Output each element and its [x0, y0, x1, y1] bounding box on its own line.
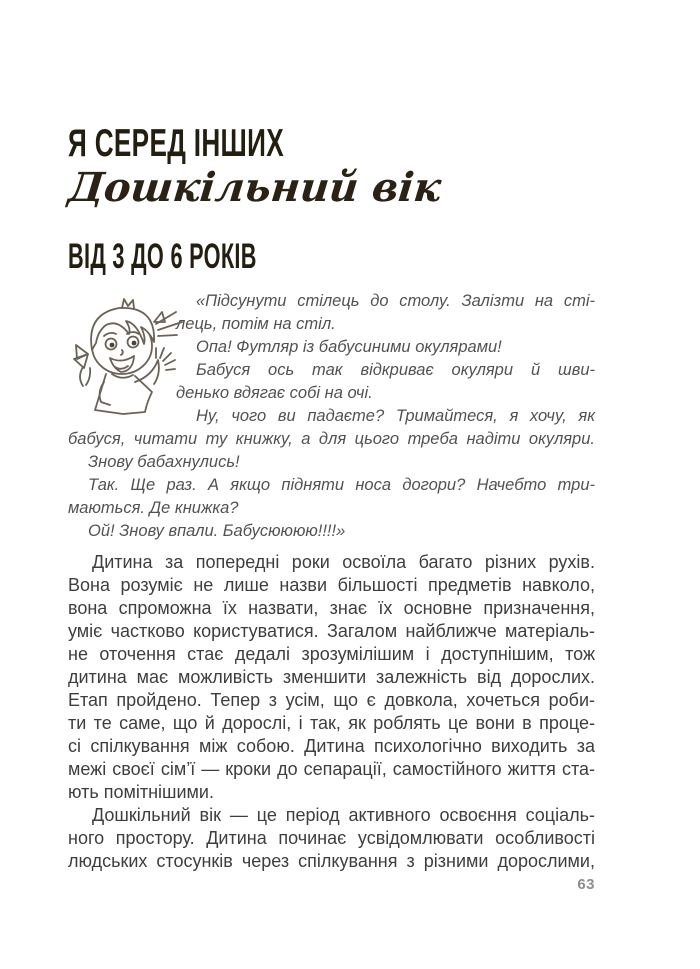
quote-block — [68, 290, 595, 543]
girl-waving-icon — [64, 292, 188, 424]
text-line: людських стосунків через спілкування з різними дорослими, — [68, 851, 595, 871]
text-line: Опа! Футляр із бабусиними окулярами! — [196, 338, 502, 356]
text-line: Етап пройдено. Тепер з усім, що є довкола, хочеться роби- — [68, 690, 595, 710]
script-subtitle: Дошкільний вік — [66, 164, 444, 211]
paragraph-2 — [68, 804, 595, 873]
chapter-title: Я СЕРЕД ІНШИХ — [68, 122, 285, 165]
text-line: «Підсунути стілець до столу. Залізти на сті- — [196, 292, 595, 310]
text-line: Вона розуміє не лише назви більшості предметів навколо, — [68, 575, 595, 595]
text-line: уміє частково користуватися. Загалом найближче матеріаль- — [68, 621, 595, 641]
text-line: не оточення стає дедалі зрозумілішим і доступнішим, тож — [68, 644, 595, 664]
text-line: бабуся, читати ту книжку, а для цього треба надіти окуляри. — [68, 430, 595, 448]
text-line: Так. Ще раз. А якщо підняти носа догори? Начебто три- — [88, 476, 595, 494]
girl-illustration — [68, 290, 176, 426]
text-line: Ну, чого ви падаєте? Тримайтеся, я хочу, як — [196, 407, 595, 425]
text-line: сі спілкування між собою. Дитина психологічно виходить за — [68, 736, 595, 756]
text-line: Знову бабахнулись! — [88, 453, 240, 471]
text-line: дитина має можливість зменшити залежність від дорослих. — [68, 667, 595, 687]
text-line: денько вдягає собі на очі. — [176, 384, 373, 402]
text-line: Бабуся ось так відкриває окуляри й шви- — [196, 361, 595, 379]
text-line: маються. Де книжка? — [68, 499, 239, 517]
page-number: 63 — [577, 876, 595, 893]
paragraph-1 — [68, 551, 595, 804]
text-line: лець, потім на стіл. — [176, 315, 336, 333]
text-line: Дошкільний вік — це період активного освоєння соціаль- — [92, 805, 595, 825]
text-line: межі своєї сім’ї — кроки до сепарації, самостійного життя ста- — [68, 759, 595, 779]
age-range-heading: ВІД 3 ДО 6 РОКІВ — [68, 237, 257, 276]
body-text — [68, 551, 595, 873]
text-line: Ой! Знову впали. Бабусюююю!!!!» — [88, 522, 346, 540]
text-line: ти те саме, що й дорослі, і так, як роблять це вони в проце- — [68, 713, 595, 733]
text-line: вона спроможна їх назвати, знає їх основне призначення, — [68, 598, 595, 618]
text-line: ють помітнішими. — [68, 782, 214, 802]
text-line: Дитина за попередні роки освоїла багато різних рухів. — [92, 552, 595, 572]
text-line: ного простору. Дитина починає усвідомлювати особливості — [68, 828, 595, 848]
